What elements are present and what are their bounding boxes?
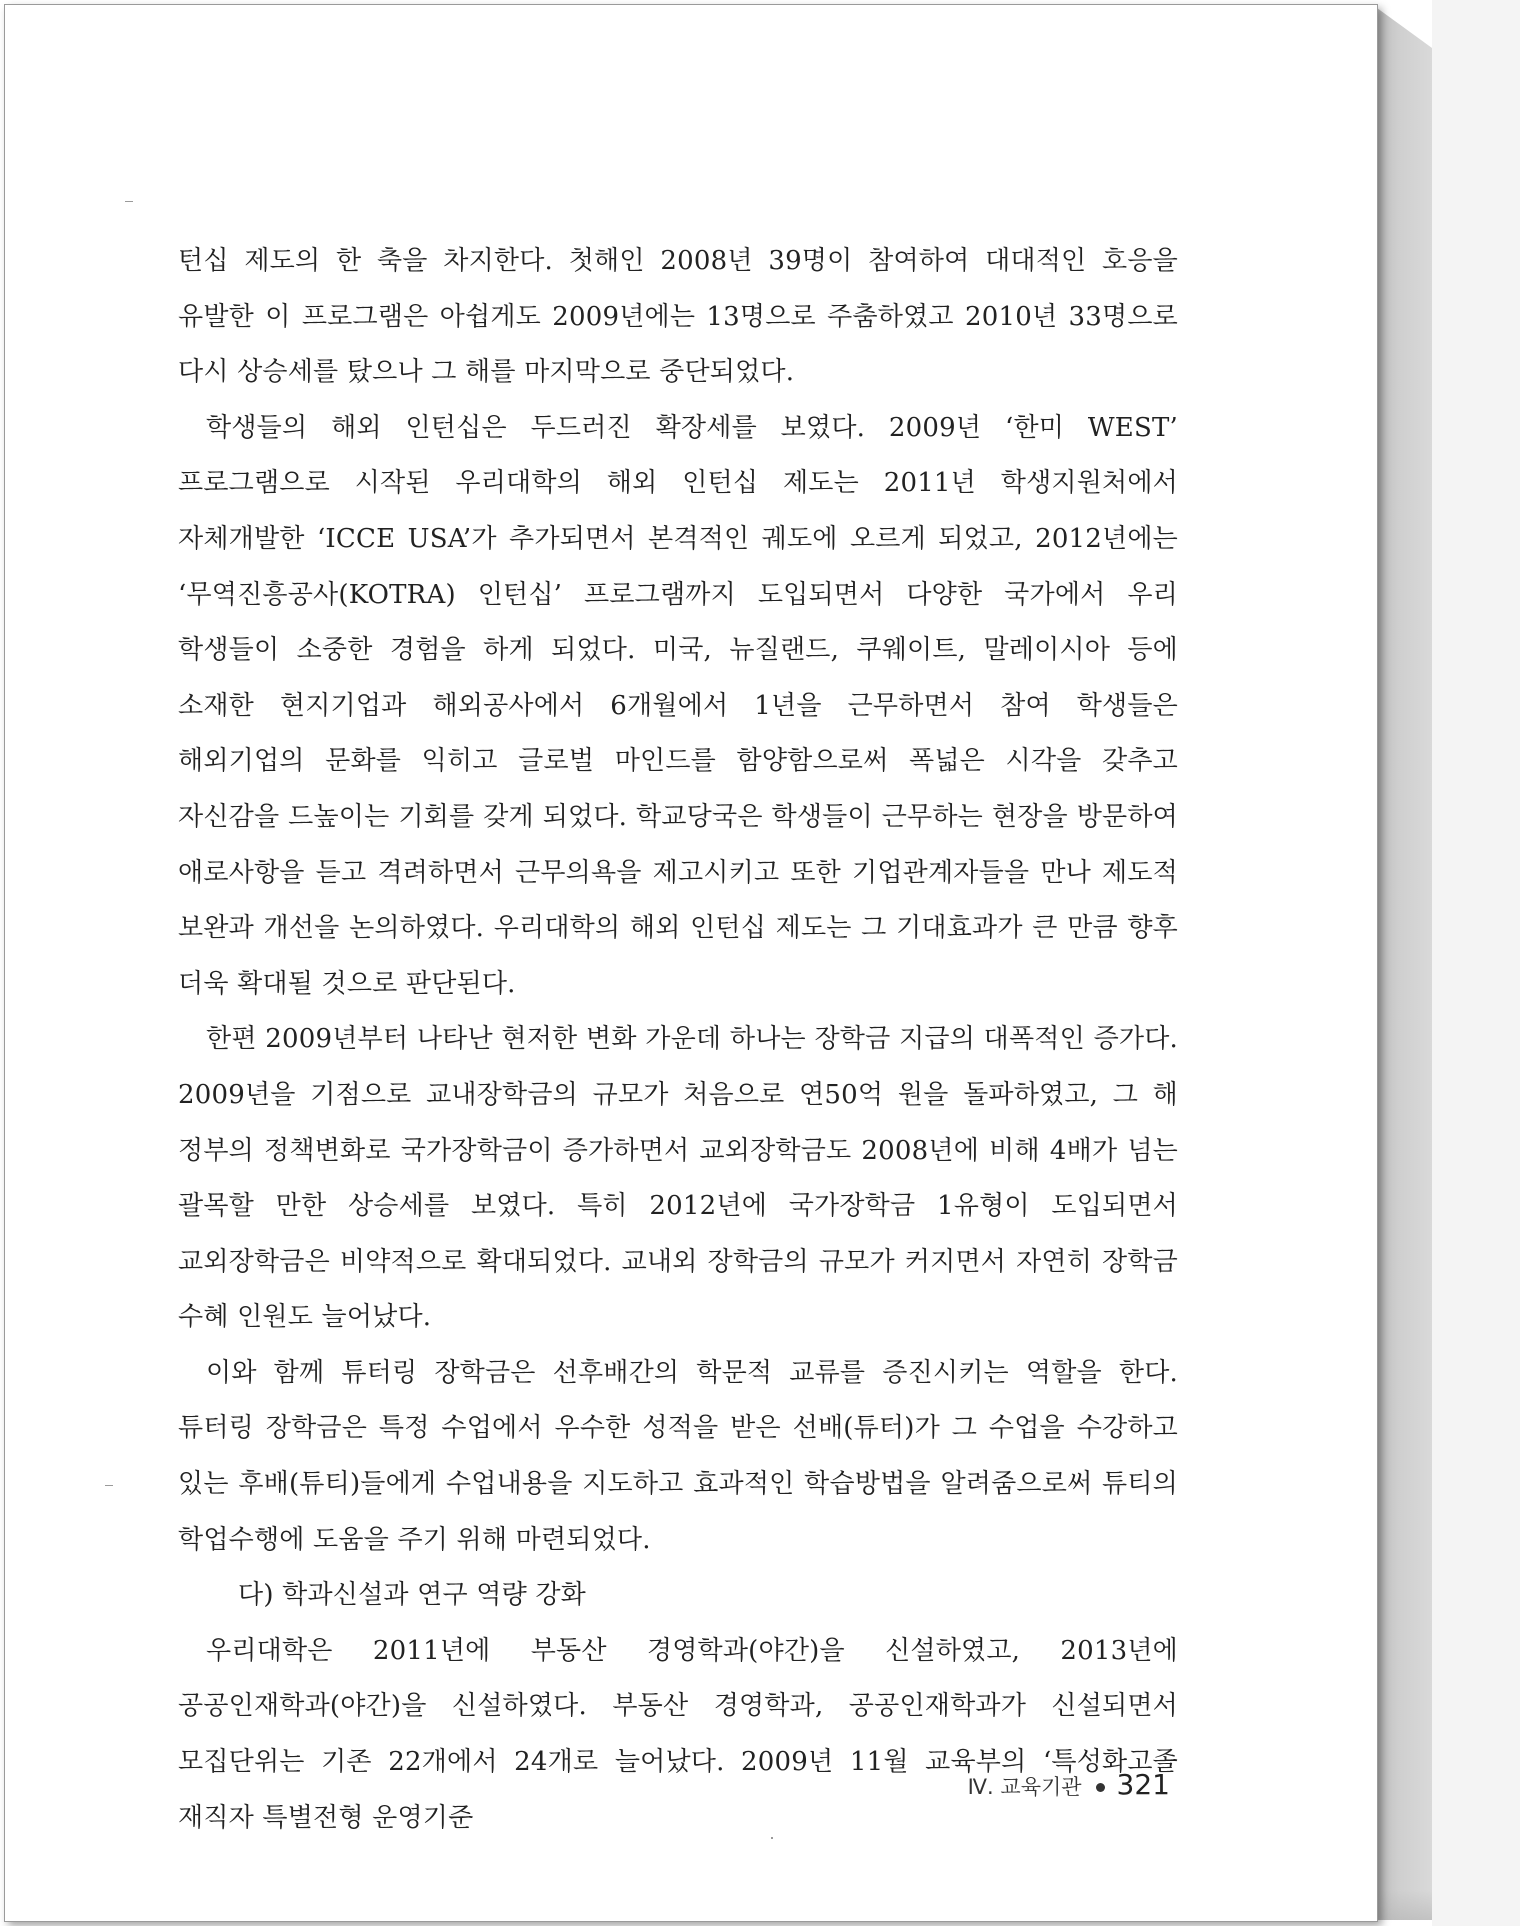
page-stack-edge xyxy=(1377,8,1432,1920)
page-number: 321 xyxy=(1116,1768,1170,1801)
paragraph-continuation: 턴십 제도의 한 축을 차지한다. 첫해인 2008년 39명이 참여하여 대대적인 호응을 유발한 이 프로그램은 아쉽게도 2009년에는 13명으로 주춤하였고 2010년 33명으로 다시 상승세를 탔으나 그 해를 마지막으로 중단되었다. xyxy=(178,246,1178,388)
chapter-label: Ⅳ. 교육기관 xyxy=(967,1775,1082,1799)
body-text xyxy=(178,234,1178,1846)
paragraph-new-departments: 우리대학은 2011년에 부동산 경영학과(야간)을 신설하였고, 2013년에 공공인재학과(야간)을 신설하였다. 부동산 경영학과, 공공인재학과가 신설되면서 모집단위는 기존 22개에서 24개로 늘어났다. 2009년 11월 교육부의 ‘특성화고졸 재직자 특별전형 운영기준 xyxy=(178,1635,1178,1833)
bullet-icon xyxy=(1096,1783,1105,1792)
page-footer xyxy=(960,1768,1170,1801)
section-heading: 다) 학과신설과 연구 역량 강화 xyxy=(238,1580,586,1611)
paragraph-tutoring: 이와 함께 튜터링 장학금은 선후배간의 학문적 교류를 증진시키는 역할을 한다. 튜터링 장학금은 특정 수업에서 우수한 성적을 받은 선배(튜터)가 그 수업을 수강하고 있는 후배(튜티)들에게 수업내용을 지도하고 효과적인 학습방법을 알려줌으로써 튜티의 학업수행에 도움을 주기 위해 마련되었다. xyxy=(178,1357,1178,1555)
background-right xyxy=(1432,0,1520,1926)
margin-mark xyxy=(125,201,133,202)
paragraph-overseas-internship: 학생들의 해외 인턴십은 두드러진 확장세를 보였다. 2009년 ‘한미 WEST’ 프로그램으로 시작된 우리대학의 해외 인턴십 제도는 2011년 학생지원처에서 자체개발한 ‘ICCE USA’가 추가되면서 본격적인 궤도에 오르게 되었고, 2012년에는 ‘무역진흥공사(KOTRA) 인턴십’ 프로그램까지 도입되면서 다양한 국가에서 우리 학생들이 소중한 경험을 하게 되었다. 미국, 뉴질랜드, 쿠웨이트, 말레이시아 등에 소재한 현지기업과 해외공사에서 6개월에서 1년을 근무하면서 참여 학생들은 해외기업의 문화를 익히고 글로벌 마인드를 함양함으로써 폭넓은 시각을 갖추고 자신감을 드높이는 기회를 갖게 되었다. 학교당국은 학생들이 근무하는 현장을 방문하여 애로사항을 듣고 격려하면서 근무의욕을 제고시키고 또한 기업관계자들을 만나 제도적 보완과 개선을 논의하였다. 우리대학의 해외 인턴십 제도는 그 기대효과가 큰 만큼 향후 더욱 확대될 것으로 판단된다. xyxy=(178,412,1178,999)
margin-mark xyxy=(105,1485,113,1486)
paragraph-scholarship: 한편 2009년부터 나타난 현저한 변화 가운데 하나는 장학금 지급의 대폭적인 증가다. 2009년을 기점으로 교내장학금의 규모가 처음으로 연50억 원을 돌파하였고, 그 해 정부의 정책변화로 국가장학금이 증가하면서 교외장학금도 2008년에 비해 4배가 넘는 괄목할 만한 상승세를 보였다. 특히 2012년에 국가장학금 1유형이 도입되면서 교외장학금은 비약적으로 확대되었다. 교내외 장학금의 규모가 커지면서 자연히 장학금 수혜 인원도 늘어났다. xyxy=(178,1024,1178,1333)
